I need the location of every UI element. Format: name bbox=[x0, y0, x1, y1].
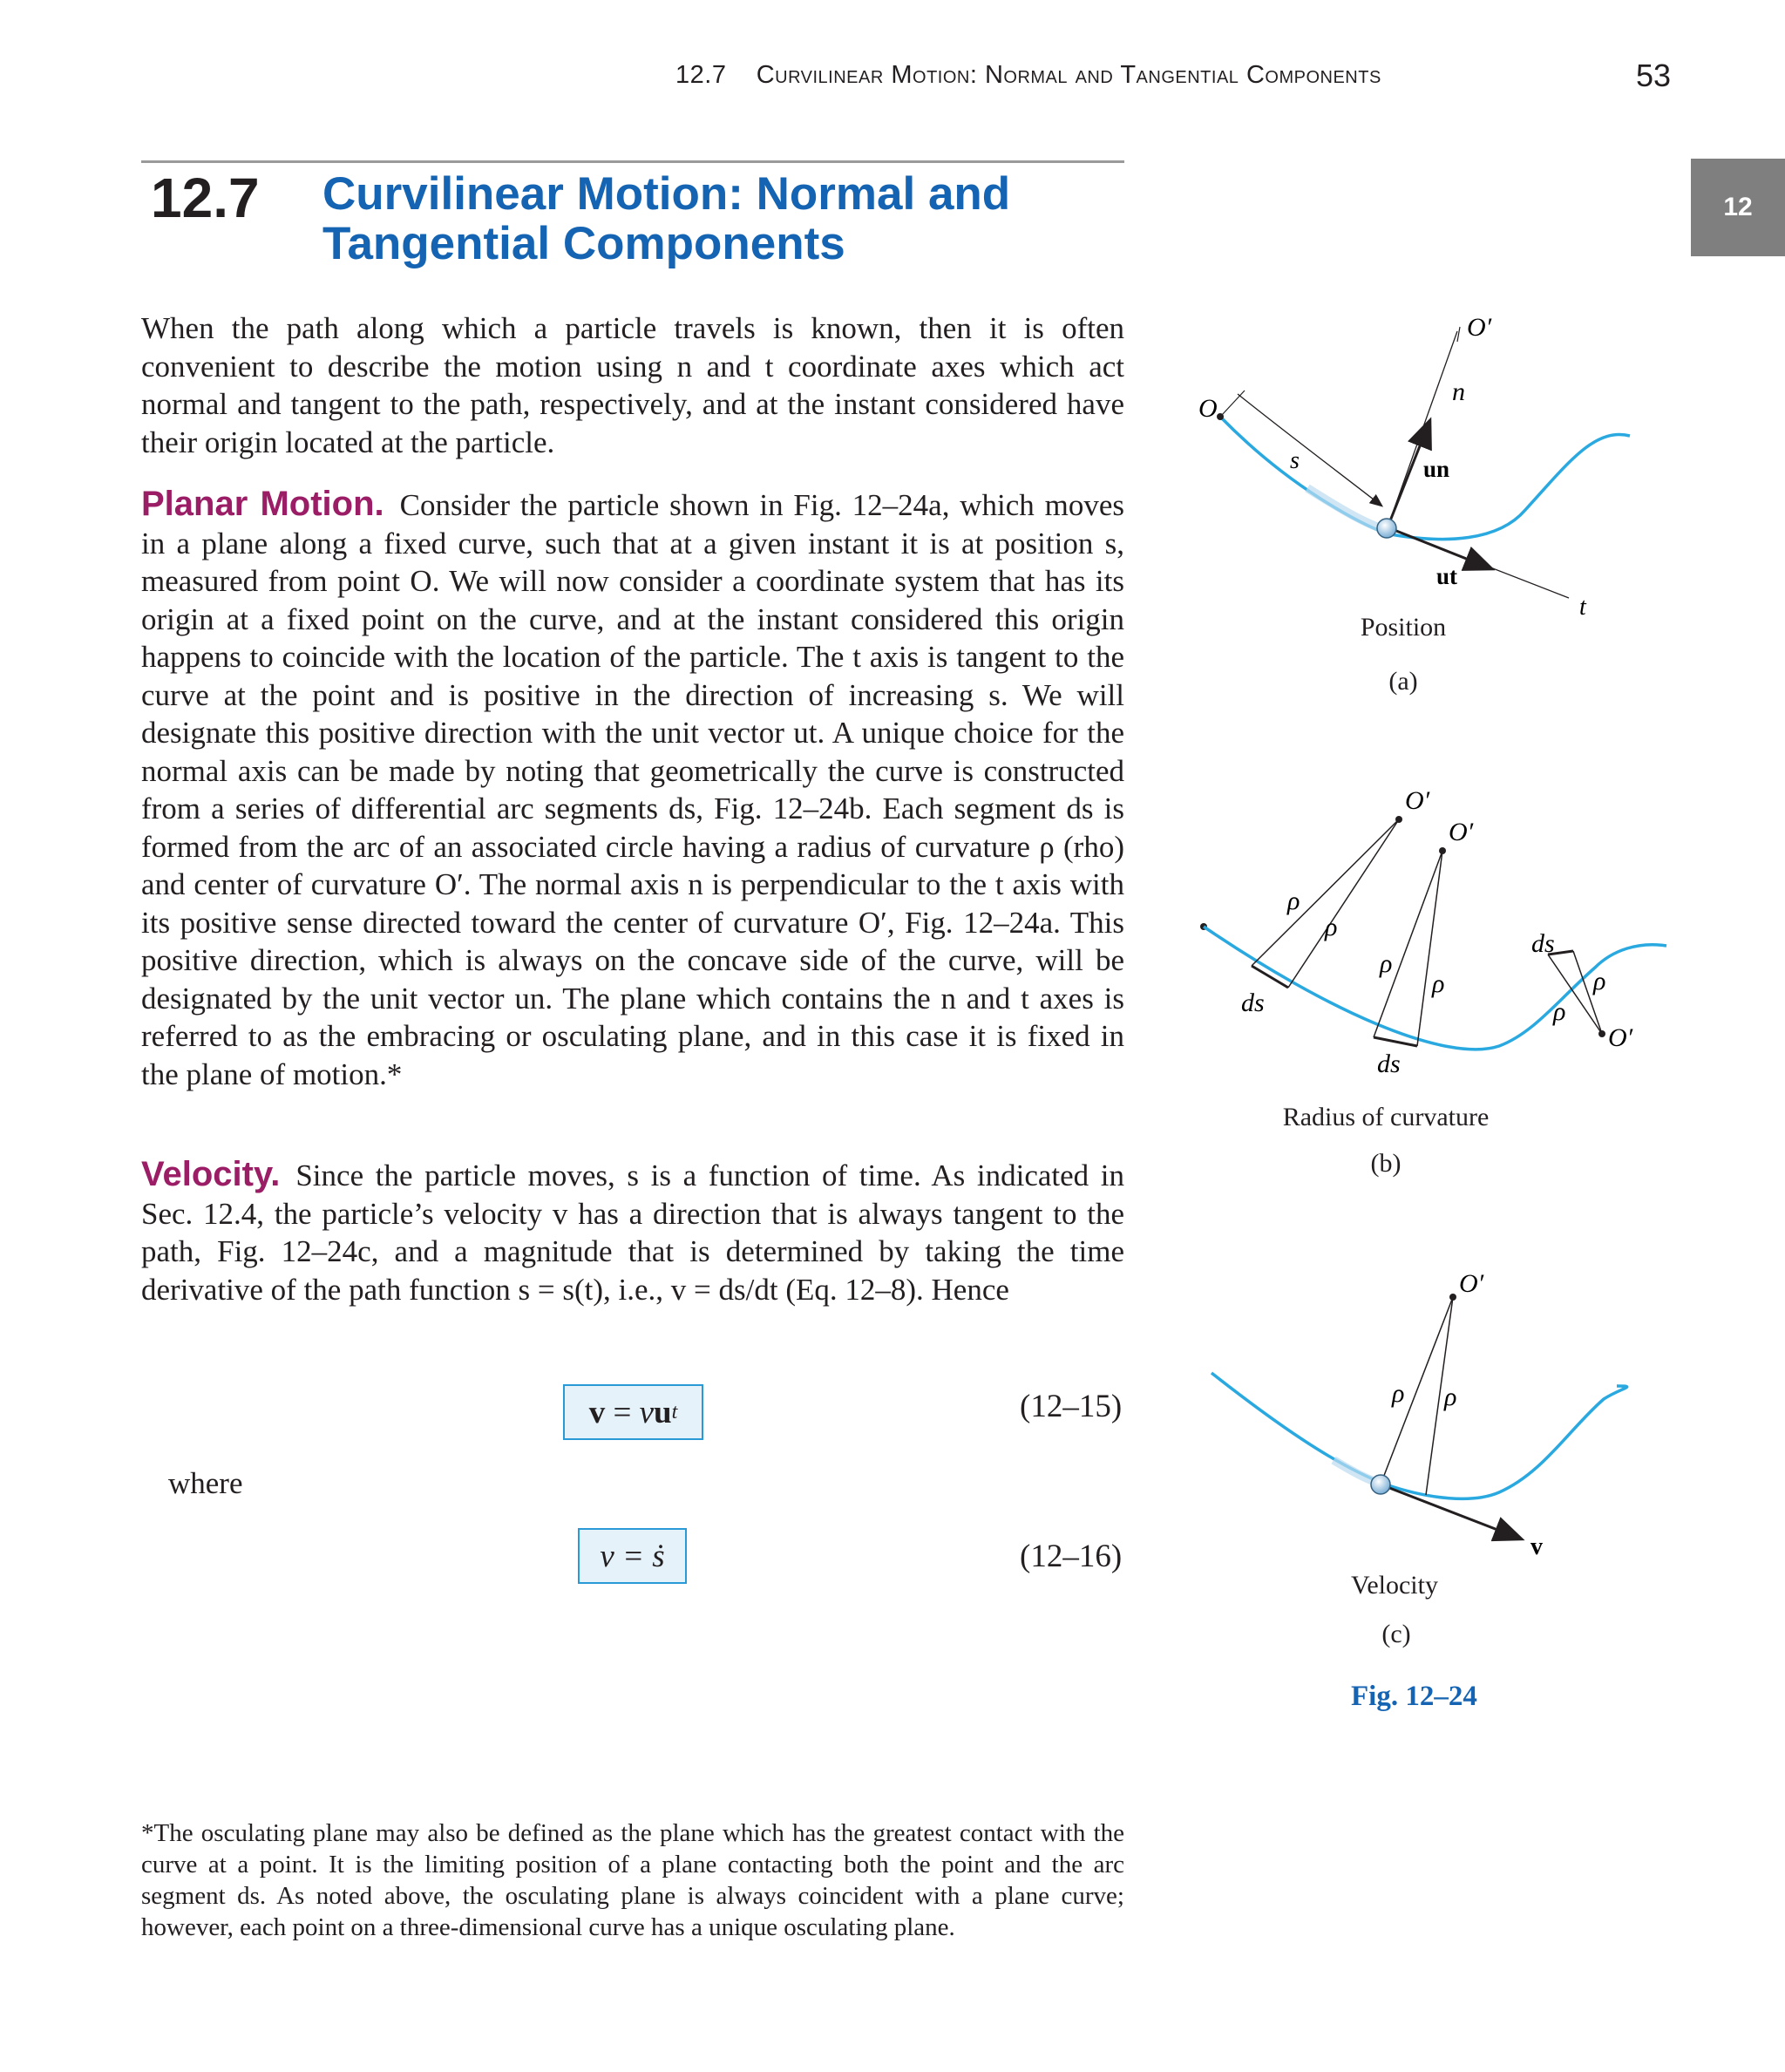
page-number: 53 bbox=[1636, 58, 1672, 93]
figure-part-a bbox=[1198, 313, 1630, 621]
planar-motion-heading: Planar Motion. bbox=[141, 485, 384, 523]
label-rho-b4: ρ bbox=[1432, 969, 1445, 998]
particle-c bbox=[1371, 1475, 1390, 1494]
label-rho-b1: ρ bbox=[1287, 887, 1300, 915]
path-highlight-a bbox=[1307, 488, 1386, 530]
eq1-lhs: v bbox=[588, 1394, 606, 1430]
label-rho-b5: ρ bbox=[1553, 997, 1566, 1026]
running-title: Curvilinear Motion: Normal and Tangential Components bbox=[756, 61, 1381, 89]
label-ut-a: ut bbox=[1436, 563, 1458, 589]
ut-vector bbox=[1388, 527, 1490, 568]
label-Oprime-b1: O′ bbox=[1405, 786, 1430, 815]
intro-paragraph: When the path along which a particle travels is known, then it is often convenient to describe the motion using n and t coordinate axes which act normal and tangent to the path, respectively, and at the instant considered have their origin located at the particle. bbox=[141, 311, 1124, 459]
label-rho-c1: ρ bbox=[1392, 1379, 1405, 1408]
label-n-a: n bbox=[1452, 377, 1465, 406]
particle-a bbox=[1377, 519, 1396, 538]
equation-12-15: v = v u t bbox=[563, 1384, 703, 1440]
section-number: 12.7 bbox=[151, 166, 260, 229]
path-curve-c bbox=[1211, 1373, 1627, 1498]
chapter-tab: 12 bbox=[1691, 159, 1785, 256]
label-ds-b3: ds bbox=[1531, 929, 1555, 958]
label-ds-b1: ds bbox=[1241, 988, 1265, 1017]
subcaption-b: (b) bbox=[1370, 1149, 1402, 1178]
label-Oprime-c: O′ bbox=[1459, 1269, 1484, 1298]
velocity-text: Since the particle moves, s is a function of time. As indicated in Sec. 12.4, the particle’s velocity v has a direction that is always tangent to the path, Fig. 12–24c, and a magnitude that is determined by taking the time derivative of the path function s = s(t), i.e., v = ds/dt (Eq. 12–8). Hence bbox=[141, 1158, 1124, 1307]
label-Oprime-a: O′ bbox=[1467, 313, 1492, 342]
eq1-sub: t bbox=[671, 1400, 678, 1423]
section-title-line1: Curvilinear Motion: Normal and bbox=[322, 168, 1011, 220]
label-ds-b2: ds bbox=[1377, 1050, 1401, 1078]
planar-motion-text: Consider the particle shown in Fig. 12–24a, which moves in a plane along a fixed curve, such that at a given instant it is at position s, measured from point O. We will now consider a coordinate system that has its origin at a fixed point on the curve, and at the instant considered this origin happens to coincide with the location of the particle. The t axis is tangent to the curve at the point and is positive in the direction of increasing s. We will designate this positive direction with the unit vector ut. A unique choice for the normal axis can be made by noting that geometrically the curve is constructed from a series of differential arc segments ds, Fig. 12–24b. Each segment ds is formed from the arc of an associated circle having a radius of curvature ρ (rho) and center of curvature O′. The normal axis n is perpendicular to the t axis with its positive sense directed toward the center of curvature O′, Fig. 12–24a. This positive direction, which is always on the concave side of the curve, will be designated by the unit vector un. The plane which contains the n and t axes is referred to as the embracing or osculating plane, and in this case it is fixed in the plane of motion.* bbox=[141, 488, 1124, 1091]
label-rho-c2: ρ bbox=[1444, 1382, 1457, 1411]
caption-b: Radius of curvature bbox=[1282, 1103, 1490, 1131]
label-s-a: s bbox=[1290, 447, 1300, 474]
label-rho-b3: ρ bbox=[1380, 949, 1393, 978]
figure-part-b bbox=[1200, 786, 1666, 1078]
eq1-rhs-v: v bbox=[639, 1394, 655, 1430]
equation-number-12-15: (12–15) bbox=[1020, 1389, 1123, 1424]
subcaption-c: (c) bbox=[1381, 1620, 1411, 1648]
figure-title: Fig. 12–24 bbox=[1351, 1681, 1477, 1712]
equation-12-16: v = ṡ bbox=[578, 1528, 687, 1584]
figure-part-c bbox=[1211, 1269, 1627, 1560]
eq1-rhs-u: u bbox=[654, 1394, 672, 1430]
label-t-a: t bbox=[1579, 594, 1586, 621]
footnote: *The osculating plane may also be defined as the plane which has the greatest contact with the curve at a point. It is the limiting position of a plane contacting both the point and the arc segment ds. As noted above, the osculating plane is always coincident with a plane curve; however, each point on a three-dimensional curve has a unique osculating plane. bbox=[141, 1819, 1124, 1941]
velocity-heading: Velocity. bbox=[141, 1155, 281, 1193]
label-rho-b6: ρ bbox=[1593, 967, 1606, 995]
section-title-line2: Tangential Components bbox=[322, 218, 845, 269]
where-text: where bbox=[168, 1466, 243, 1500]
caption-c: Velocity bbox=[1351, 1571, 1438, 1600]
label-O-a: O bbox=[1198, 394, 1218, 423]
label-Oprime-b3: O′ bbox=[1608, 1023, 1633, 1052]
caption-a: Position bbox=[1360, 613, 1447, 642]
label-rho-b2: ρ bbox=[1325, 913, 1338, 941]
subcaption-a: (a) bbox=[1388, 667, 1418, 696]
running-section-number: 12.7 bbox=[675, 61, 727, 89]
equation-number-12-16: (12–16) bbox=[1020, 1539, 1123, 1574]
label-v-c: v bbox=[1530, 1533, 1543, 1560]
label-Oprime-b2: O′ bbox=[1449, 818, 1474, 846]
label-un-a: un bbox=[1423, 456, 1450, 482]
